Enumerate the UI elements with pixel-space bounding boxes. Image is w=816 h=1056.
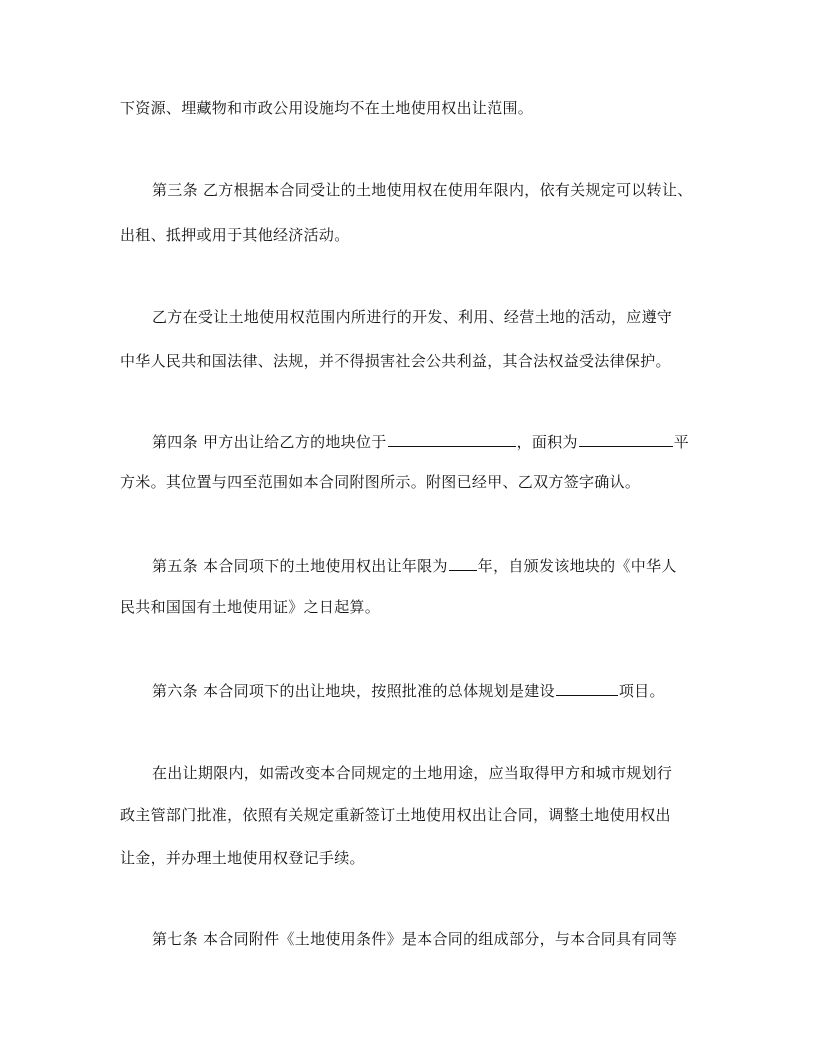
article-4-line-2: 方米。其位置与四至范围如本合同附图所示。附图已经甲、乙双方签字确认。 [120,473,641,491]
article-6-line-1 [152,680,665,701]
article-6-para-2-line-1: 在出让期限内，如需改变本合同规定的土地用途，应当取得甲方和城市规划行 [152,764,673,782]
article-5-line-1 [152,555,677,576]
article-3-line-1: 第三条 乙方根据本合同受让的土地使用权在使用年限内，依有关规定可以转让、 [152,181,693,199]
article-6-para-2-line-3: 让金，并办理土地使用权登记手续。 [120,849,365,867]
article-6-para-2-line-2: 政主管部门批准，依照有关规定重新签订土地使用权出让合同，调整土地使用权出 [120,806,671,824]
article-6-text-a: 第六条 本合同项下的出让地块，按照批准的总体规划是建设 [152,682,555,700]
article-3-line-2: 出租、抵押或用于其他经济活动。 [120,226,350,244]
article-4-line-1 [152,431,689,452]
area-blank[interactable] [579,431,673,447]
term-years-blank[interactable] [449,555,477,571]
article-3-para-2-line-1: 乙方在受让土地使用权范围内所进行的开发、利用、经营土地的活动，应遵守 [152,308,673,326]
article-5-text-b: 年，自颁发该地块的《中华人 [477,557,677,575]
article-4-text-c: 平 [673,433,690,451]
project-blank[interactable] [556,680,618,696]
article-3-para-2-line-2: 中华人民共和国法律、法规，并不得损害社会公共利益，其合法权益受法律保护。 [120,352,671,370]
article-4-text-b: ，面积为 [516,433,578,451]
article-7-line-1: 第七条 本合同附件《土地使用条件》是本合同的组成部分，与本合同具有同等 [152,930,678,948]
location-blank[interactable] [388,431,516,447]
article-5-line-2: 民共和国国有土地使用证》之日起算。 [120,598,381,616]
article-6-text-b: 项目。 [618,682,665,700]
article-5-text-a: 第五条 本合同项下的土地使用权出让年限为 [152,557,448,575]
paragraph-continuation: 下资源、埋藏物和市政公用设施均不在土地使用权出让范围。 [120,99,534,117]
article-4-text-a: 第四条 甲方出让给乙方的地块位于 [152,433,387,451]
